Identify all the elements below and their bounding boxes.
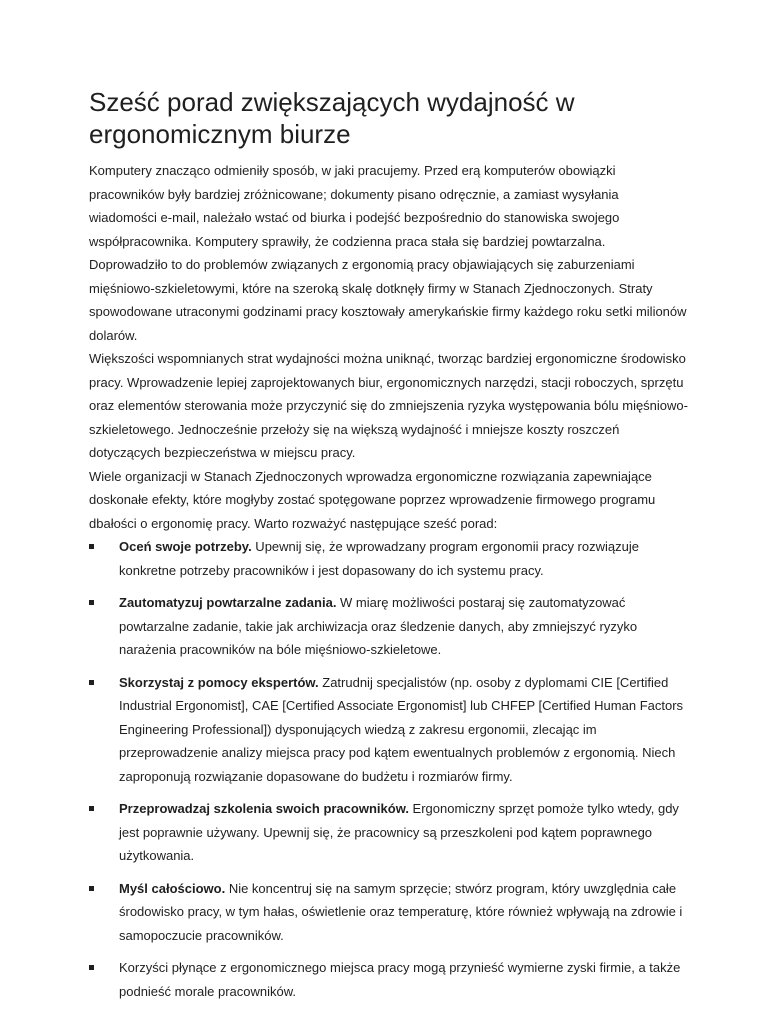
tip-heading: Skorzystaj z pomocy ekspertów. (119, 674, 319, 690)
list-item (89, 877, 689, 948)
tip-text: Upewnij się, że wprowadzany program ergonomii pracy rozwiązuje konkretne potrzeby pracowników i jest dopasowany do ich systemu pracy. (119, 539, 639, 578)
square-bullet-icon (89, 886, 94, 891)
square-bullet-icon (89, 600, 94, 605)
list-item (89, 591, 689, 662)
tip-text: W miarę możliwości postaraj się zautomatyzować powtarzalne zadanie, takie jak archiwizacja oraz śledzenie danych, aby zmniejszyć ryzyko narażenia pracowników na bóle mięśniowo-szkieletowe. (119, 595, 638, 657)
square-bullet-icon (89, 544, 94, 549)
paragraph: Doprowadziło to do problemów związanych z ergonomią pracy objawiających się zaburzeniami mięśniowo-szkieletowymi, które na szeroką skalę dotknęły firmy w Stanach Zjednoczonych. Straty spowodowane utraconymi godzinami pracy kosztowały amerykańskie firmy każdego roku setki milionów dolarów. (89, 257, 687, 343)
tip-text: Zatrudnij specjalistów (np. osoby z dyplomami CIE [Certified Industrial Ergonomist], CAE [Certified Associate Ergonomist] lub CHFEP [Certified Human Factors Engineering Professional]) dysponujących wiedzą z zakresu ergonomii, zlecając im przeprowadzenie analizy miejsca pracy pod kątem ewentualnych problemów z ergonomią. Niech zaproponują rozwiązanie dopasowane do budżetu i rozmiarów firmy. (119, 674, 684, 784)
tips-list (89, 535, 689, 1003)
square-bullet-icon (89, 680, 94, 685)
tip-heading: Przeprowadzaj szkolenia swoich pracowników. (119, 801, 409, 816)
list-item (89, 535, 689, 582)
tip-heading: Myśl całościowo. (119, 880, 226, 896)
list-item (89, 797, 689, 868)
list-item (89, 956, 689, 1003)
square-bullet-icon (89, 806, 94, 811)
tip-text: Nie koncentruj się na samym sprzęcie; stwórz program, który uwzględnia całe środowisko pracy, w tym hałas, oświetlenie oraz temperaturę, które również wpływają na zdrowie i samopoczucie pracowników. (119, 880, 683, 943)
tip-heading: Zautomatyzuj powtarzalne zadania. (119, 595, 337, 610)
square-bullet-icon (89, 965, 94, 970)
document-body (89, 159, 689, 1012)
document-title: Sześć porad zwiększających wydajność w ergonomicznym biurze (89, 87, 575, 149)
paragraph: Większości wspomnianych strat wydajności można uniknąć, tworząc bardziej ergonomiczne środowisko pracy. Wprowadzenie lepiej zaprojektowanych biur, ergonomicznych narzędzi, stacji roboczych, sprzętu oraz elementów sterowania może przyczynić się do zmniejszenia ryzyka występowania bólu mięśniowo-szkieletowego. Jednocześnie przełoży się na większą wydajność i mniejsze koszty roszczeń dotyczących bezpieczeństwa w miejscu pracy. (89, 351, 688, 460)
tip-text: Ergonomiczny sprzęt pomoże tylko wtedy, gdy jest poprawnie używany. Upewnij się, że pracownicy są przeszkoleni pod kątem poprawnego użytkowania. (119, 801, 679, 863)
tip-heading: Oceń swoje potrzeby. (119, 539, 252, 554)
tip-text: Korzyści płynące z ergonomicznego miejsca pracy mogą przynieść wymierne zyski firmie, a także podnieść morale pracowników. (119, 960, 681, 999)
paragraph: Komputery znacząco odmieniły sposób, w jaki pracujemy. Przed erą komputerów obowiązki pracowników były bardziej zróżnicowane; dokumenty pisano odręcznie, a zamiast wysyłania wiadomości e-mail, należało wstać od biurka i podejść bezpośrednio do stanowiska swojego współpracownika. Komputery sprawiły, że codzienna praca stała się bardziej powtarzalna. (89, 163, 620, 249)
paragraph: Wiele organizacji w Stanach Zjednoczonych wprowadza ergonomiczne rozwiązania zapewniające doskonałe efekty, które mogłyby zostać spotęgowane poprzez wprowadzenie firmowego programu dbałości o ergonomię pracy. Warto rozważyć następujące sześć porad: (89, 468, 656, 531)
list-item (89, 671, 689, 789)
